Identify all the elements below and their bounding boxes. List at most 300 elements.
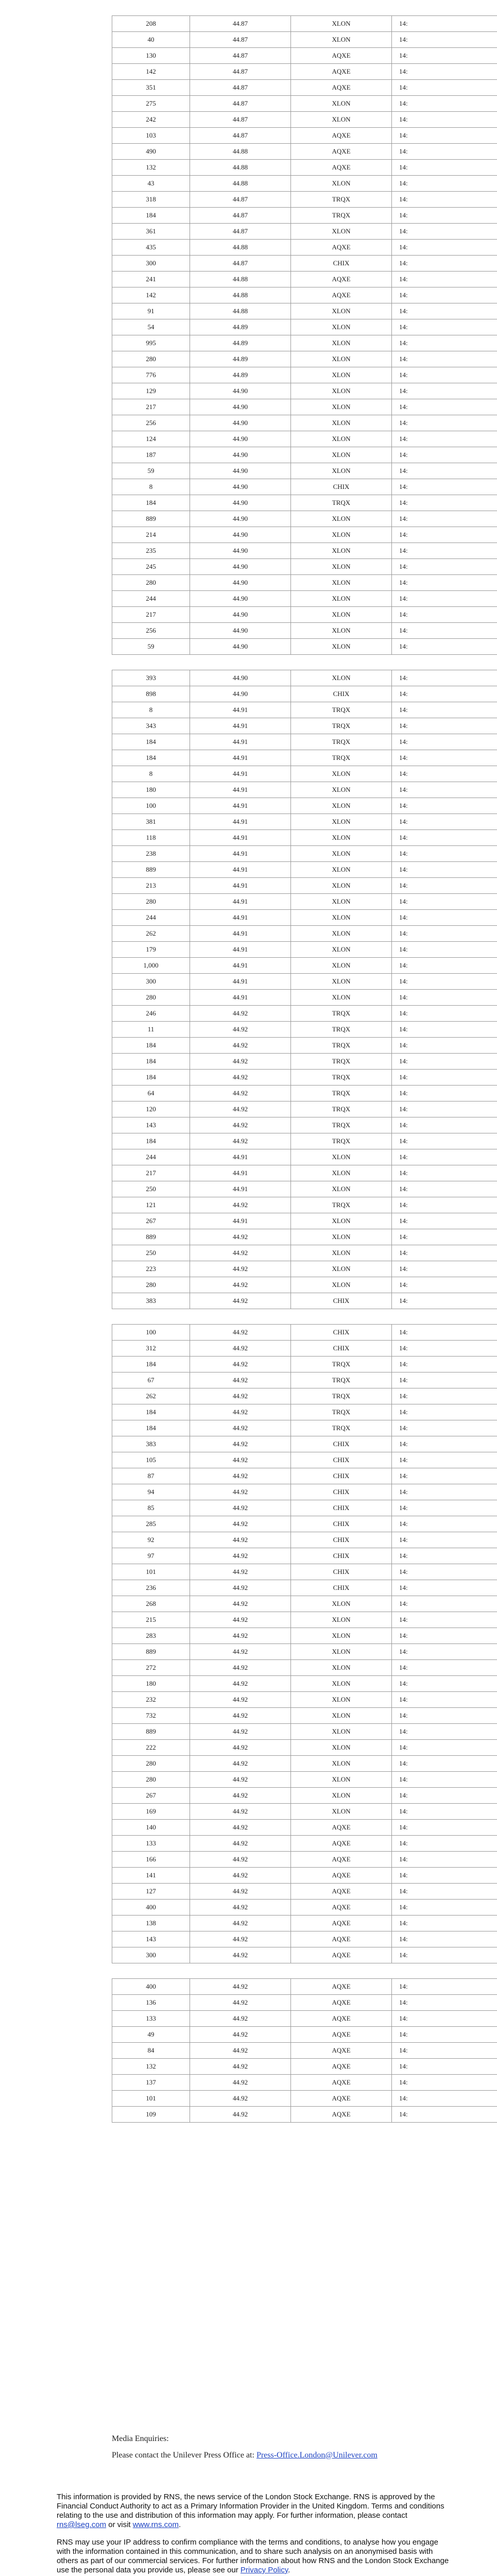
time-cell: 14: [392, 798, 497, 814]
volume-cell: 238 [112, 846, 190, 862]
volume-cell: 132 [112, 160, 190, 176]
table-row [112, 1548, 497, 1564]
price-cell: 44.92 [190, 1325, 291, 1341]
volume-cell: 343 [112, 718, 190, 734]
price-cell: 44.89 [190, 319, 291, 335]
time-cell: 14: [392, 2027, 497, 2043]
price-cell: 44.92 [190, 1277, 291, 1293]
venue-cell: TRQX [291, 1133, 392, 1149]
venue-cell: XLON [291, 846, 392, 862]
price-cell: 44.91 [190, 1181, 291, 1197]
price-cell: 44.90 [190, 399, 291, 415]
rns-paragraph-1 [57, 2493, 453, 2530]
venue-cell: AQXE [291, 2043, 392, 2059]
price-cell: 44.87 [190, 128, 291, 144]
price-cell: 44.92 [190, 2027, 291, 2043]
time-cell: 14: [392, 527, 497, 543]
price-cell: 44.90 [190, 670, 291, 686]
time-cell: 14: [392, 1372, 497, 1388]
rns-email-link[interactable]: rns@lseg.com [57, 2520, 107, 2529]
venue-cell: XLON [291, 1612, 392, 1628]
table-row [112, 367, 497, 383]
venue-cell: XLON [291, 431, 392, 447]
table-row [112, 1947, 497, 1963]
price-cell: 44.91 [190, 814, 291, 830]
price-cell: 44.91 [190, 702, 291, 718]
volume-cell: 236 [112, 1580, 190, 1596]
table-row [112, 670, 497, 686]
venue-cell: XLON [291, 351, 392, 367]
price-cell: 44.92 [190, 1900, 291, 1916]
table-row [112, 1054, 497, 1070]
price-cell: 44.88 [190, 160, 291, 176]
time-cell: 14: [392, 144, 497, 160]
time-cell: 14: [392, 734, 497, 750]
trades-table-2 [112, 670, 497, 1309]
volume-cell: 120 [112, 1101, 190, 1117]
volume-cell: 262 [112, 1388, 190, 1404]
time-cell: 14: [392, 1213, 497, 1229]
price-cell: 44.92 [190, 1500, 291, 1516]
venue-cell: XLON [291, 383, 392, 399]
venue-cell: TRQX [291, 1054, 392, 1070]
time-cell: 14: [392, 1995, 497, 2011]
trades-table-1 [112, 15, 497, 655]
table-row [112, 1197, 497, 1213]
table-row [112, 559, 497, 575]
time-cell: 14: [392, 894, 497, 910]
volume-cell: 268 [112, 1596, 190, 1612]
venue-cell: XLON [291, 782, 392, 798]
price-cell: 44.89 [190, 351, 291, 367]
price-cell: 44.92 [190, 1660, 291, 1676]
table-row [112, 399, 497, 415]
volume-cell: 100 [112, 798, 190, 814]
volume-cell: 85 [112, 1500, 190, 1516]
time-cell: 14: [392, 16, 497, 32]
venue-cell: CHIX [291, 1484, 392, 1500]
table-row [112, 1788, 497, 1804]
table-row [112, 1022, 497, 1038]
venue-cell: XLON [291, 942, 392, 958]
price-cell: 44.92 [190, 1420, 291, 1436]
price-cell: 44.91 [190, 942, 291, 958]
table-row [112, 1628, 497, 1644]
price-cell: 44.88 [190, 144, 291, 160]
venue-cell: XLON [291, 1165, 392, 1181]
volume-cell: 84 [112, 2043, 190, 2059]
volume-cell: 97 [112, 1548, 190, 1564]
time-cell: 14: [392, 1229, 497, 1245]
venue-cell: XLON [291, 623, 392, 639]
volume-cell: 184 [112, 1404, 190, 1420]
price-cell: 44.92 [190, 1341, 291, 1357]
venue-cell: CHIX [291, 1341, 392, 1357]
enquiries-line [112, 2447, 378, 2464]
volume-cell: 142 [112, 64, 190, 80]
price-cell: 44.90 [190, 415, 291, 431]
table-row [112, 1117, 497, 1133]
table-row [112, 990, 497, 1006]
price-cell: 44.90 [190, 623, 291, 639]
time-cell: 14: [392, 910, 497, 926]
time-cell: 14: [392, 1165, 497, 1181]
time-cell: 14: [392, 1772, 497, 1788]
volume-cell: 184 [112, 208, 190, 224]
price-cell: 44.90 [190, 639, 291, 655]
volume-cell: 91 [112, 303, 190, 319]
volume-cell: 130 [112, 48, 190, 64]
time-cell: 14: [392, 479, 497, 495]
volume-cell: 280 [112, 1772, 190, 1788]
venue-cell: TRQX [291, 1038, 392, 1054]
table-row [112, 192, 497, 208]
volume-cell: 101 [112, 1564, 190, 1580]
rns-text-1: This information is provided by RNS, the news service of the London Stock Exchange. RNS is approved by the Financial Conduct Authority to act as a Primary Information Provider in the United Kingdom. Terms and conditions relating to the use and distribution of this information may apply. For further information, please contact [57, 2493, 444, 2520]
price-cell: 44.87 [190, 32, 291, 48]
time-cell: 14: [392, 702, 497, 718]
venue-cell: XLON [291, 1213, 392, 1229]
table-row [112, 750, 497, 766]
volume-cell: 222 [112, 1740, 190, 1756]
venue-cell: AQXE [291, 1820, 392, 1836]
table-row [112, 144, 497, 160]
table-row [112, 415, 497, 431]
price-cell: 44.92 [190, 1740, 291, 1756]
rns-website-link[interactable]: www.rns.com [132, 2520, 179, 2529]
time-cell: 14: [392, 1341, 497, 1357]
rns-text-2b: . [288, 2566, 290, 2574]
table-row [112, 894, 497, 910]
time-cell: 14: [392, 1660, 497, 1676]
price-cell: 44.92 [190, 1820, 291, 1836]
price-cell: 44.92 [190, 1357, 291, 1372]
table-row [112, 1596, 497, 1612]
venue-cell: AQXE [291, 2091, 392, 2107]
venue-cell: AQXE [291, 1995, 392, 2011]
volume-cell: 1,000 [112, 958, 190, 974]
volume-cell: 92 [112, 1532, 190, 1548]
price-cell: 44.92 [190, 1931, 291, 1947]
time-cell: 14: [392, 176, 497, 192]
time-cell: 14: [392, 335, 497, 351]
price-cell: 44.91 [190, 974, 291, 990]
price-cell: 44.91 [190, 1149, 291, 1165]
trades-table-4 [112, 1978, 497, 2123]
price-cell: 44.92 [190, 1596, 291, 1612]
table-row [112, 1038, 497, 1054]
price-cell: 44.92 [190, 1261, 291, 1277]
time-cell: 14: [392, 303, 497, 319]
time-cell: 14: [392, 686, 497, 702]
venue-cell: XLON [291, 1708, 392, 1724]
volume-cell: 67 [112, 1372, 190, 1388]
price-cell: 44.92 [190, 1644, 291, 1660]
venue-cell: XLON [291, 1596, 392, 1612]
price-cell: 44.92 [190, 1884, 291, 1900]
price-cell: 44.91 [190, 1213, 291, 1229]
price-cell: 44.90 [190, 591, 291, 607]
venue-cell: XLON [291, 303, 392, 319]
trade-grid [112, 15, 497, 655]
volume-cell: 250 [112, 1181, 190, 1197]
table-row [112, 431, 497, 447]
price-cell: 44.88 [190, 287, 291, 303]
table-row [112, 1213, 497, 1229]
price-cell: 44.92 [190, 1995, 291, 2011]
venue-cell: XLON [291, 367, 392, 383]
price-cell: 44.92 [190, 1532, 291, 1548]
table-row [112, 1820, 497, 1836]
price-cell: 44.91 [190, 894, 291, 910]
table-row [112, 1676, 497, 1692]
table-row [112, 543, 497, 559]
venue-cell: XLON [291, 575, 392, 591]
table-row [112, 1229, 497, 1245]
time-cell: 14: [392, 1868, 497, 1884]
price-cell: 44.92 [190, 1852, 291, 1868]
table-row [112, 1101, 497, 1117]
venue-cell: AQXE [291, 2011, 392, 2027]
venue-cell: XLON [291, 591, 392, 607]
time-cell: 14: [392, 208, 497, 224]
price-cell: 44.91 [190, 798, 291, 814]
time-cell: 14: [392, 319, 497, 335]
table-row [112, 1580, 497, 1596]
venue-cell: XLON [291, 32, 392, 48]
venue-cell: AQXE [291, 1836, 392, 1852]
time-cell: 14: [392, 1468, 497, 1484]
venue-cell: XLON [291, 559, 392, 575]
volume-cell: 235 [112, 543, 190, 559]
table-row [112, 1740, 497, 1756]
volume-cell: 381 [112, 814, 190, 830]
volume-cell: 217 [112, 607, 190, 623]
table-row [112, 1995, 497, 2011]
price-cell: 44.92 [190, 1979, 291, 1995]
time-cell: 14: [392, 1293, 497, 1309]
volume-cell: 127 [112, 1884, 190, 1900]
table-row [112, 1884, 497, 1900]
volume-cell: 312 [112, 1341, 190, 1357]
venue-cell: AQXE [291, 272, 392, 287]
price-cell: 44.91 [190, 750, 291, 766]
price-cell: 44.92 [190, 1580, 291, 1596]
price-cell: 44.92 [190, 1804, 291, 1820]
venue-cell: CHIX [291, 1325, 392, 1341]
venue-cell: CHIX [291, 1452, 392, 1468]
venue-cell: XLON [291, 607, 392, 623]
volume-cell: 109 [112, 2107, 190, 2123]
time-cell: 14: [392, 2091, 497, 2107]
press-office-email-link[interactable]: Press-Office.London@Unilever.com [256, 2451, 378, 2460]
table-row [112, 2059, 497, 2075]
volume-cell: 272 [112, 1660, 190, 1676]
venue-cell: CHIX [291, 686, 392, 702]
time-cell: 14: [392, 415, 497, 431]
table-row [112, 830, 497, 846]
volume-cell: 245 [112, 559, 190, 575]
volume-cell: 184 [112, 1070, 190, 1086]
table-row [112, 607, 497, 623]
volume-cell: 133 [112, 1836, 190, 1852]
time-cell: 14: [392, 1500, 497, 1516]
time-cell: 14: [392, 272, 497, 287]
time-cell: 14: [392, 750, 497, 766]
price-cell: 44.91 [190, 926, 291, 942]
volume-cell: 11 [112, 1022, 190, 1038]
time-cell: 14: [392, 1245, 497, 1261]
venue-cell: XLON [291, 1788, 392, 1804]
price-cell: 44.92 [190, 1404, 291, 1420]
venue-cell: XLON [291, 1277, 392, 1293]
privacy-policy-link[interactable]: Privacy Policy [240, 2566, 288, 2574]
venue-cell: AQXE [291, 287, 392, 303]
time-cell: 14: [392, 1564, 497, 1580]
time-cell: 14: [392, 1516, 497, 1532]
table-row [112, 1708, 497, 1724]
time-cell: 14: [392, 1820, 497, 1836]
volume-cell: 285 [112, 1516, 190, 1532]
table-row [112, 1181, 497, 1197]
time-cell: 14: [392, 846, 497, 862]
price-cell: 44.92 [190, 1293, 291, 1309]
price-cell: 44.92 [190, 1197, 291, 1213]
price-cell: 44.92 [190, 1756, 291, 1772]
time-cell: 14: [392, 559, 497, 575]
media-enquiries [112, 2431, 378, 2464]
venue-cell: TRQX [291, 495, 392, 511]
table-row [112, 176, 497, 192]
table-row [112, 1836, 497, 1852]
venue-cell: AQXE [291, 160, 392, 176]
time-cell: 14: [392, 1916, 497, 1931]
venue-cell: XLON [291, 1628, 392, 1644]
price-cell: 44.92 [190, 1772, 291, 1788]
table-row [112, 1772, 497, 1788]
time-cell: 14: [392, 1724, 497, 1740]
price-cell: 44.87 [190, 64, 291, 80]
venue-cell: XLON [291, 830, 392, 846]
price-cell: 44.92 [190, 1468, 291, 1484]
volume-cell: 280 [112, 1756, 190, 1772]
venue-cell: AQXE [291, 64, 392, 80]
table-row [112, 1724, 497, 1740]
venue-cell: XLON [291, 798, 392, 814]
table-row [112, 128, 497, 144]
venue-cell: AQXE [291, 48, 392, 64]
venue-cell: AQXE [291, 1884, 392, 1900]
venue-cell: AQXE [291, 1916, 392, 1931]
table-row [112, 1341, 497, 1357]
price-cell: 44.91 [190, 862, 291, 878]
price-cell: 44.89 [190, 335, 291, 351]
rns-disclaimer [57, 2493, 453, 2576]
time-cell: 14: [392, 1261, 497, 1277]
volume-cell: 246 [112, 1006, 190, 1022]
volume-cell: 383 [112, 1436, 190, 1452]
trades-table-3 [112, 1324, 497, 1963]
time-cell: 14: [392, 1054, 497, 1070]
volume-cell: 179 [112, 942, 190, 958]
price-cell: 44.92 [190, 1628, 291, 1644]
time-cell: 14: [392, 1149, 497, 1165]
time-cell: 14: [392, 2059, 497, 2075]
time-cell: 14: [392, 1532, 497, 1548]
table-row [112, 639, 497, 655]
venue-cell: TRQX [291, 1101, 392, 1117]
venue-cell: XLON [291, 1245, 392, 1261]
time-cell: 14: [392, 1022, 497, 1038]
volume-cell: 64 [112, 1086, 190, 1101]
volume-cell: 275 [112, 96, 190, 112]
volume-cell: 87 [112, 1468, 190, 1484]
volume-cell: 59 [112, 639, 190, 655]
time-cell: 14: [392, 1197, 497, 1213]
venue-cell: XLON [291, 224, 392, 240]
volume-cell: 241 [112, 272, 190, 287]
price-cell: 44.91 [190, 878, 291, 894]
time-cell: 14: [392, 1852, 497, 1868]
volume-cell: 267 [112, 1213, 190, 1229]
venue-cell: XLON [291, 1676, 392, 1692]
time-cell: 14: [392, 2043, 497, 2059]
volume-cell: 94 [112, 1484, 190, 1500]
time-cell: 14: [392, 48, 497, 64]
table-row [112, 48, 497, 64]
time-cell: 14: [392, 670, 497, 686]
venue-cell: CHIX [291, 1532, 392, 1548]
venue-cell: AQXE [291, 1931, 392, 1947]
table-row [112, 224, 497, 240]
venue-cell: AQXE [291, 2107, 392, 2123]
time-cell: 14: [392, 367, 497, 383]
table-row [112, 1868, 497, 1884]
table-row [112, 1420, 497, 1436]
price-cell: 44.91 [190, 910, 291, 926]
volume-cell: 383 [112, 1293, 190, 1309]
volume-cell: 8 [112, 702, 190, 718]
table-row [112, 351, 497, 367]
table-row [112, 1261, 497, 1277]
time-cell: 14: [392, 990, 497, 1006]
venue-cell: CHIX [291, 256, 392, 272]
table-row [112, 1133, 497, 1149]
venue-cell: CHIX [291, 1516, 392, 1532]
table-row [112, 1404, 497, 1420]
time-cell: 14: [392, 2107, 497, 2123]
price-cell: 44.87 [190, 48, 291, 64]
volume-cell: 361 [112, 224, 190, 240]
table-row [112, 2011, 497, 2027]
table-row [112, 2027, 497, 2043]
table-row [112, 1006, 497, 1022]
time-cell: 14: [392, 240, 497, 256]
price-cell: 44.92 [190, 1724, 291, 1740]
price-cell: 44.92 [190, 1836, 291, 1852]
rns-text-1b: or visit [106, 2520, 133, 2529]
price-cell: 44.92 [190, 1022, 291, 1038]
table-row [112, 1692, 497, 1708]
price-cell: 44.91 [190, 1165, 291, 1181]
venue-cell: XLON [291, 1804, 392, 1820]
venue-cell: XLON [291, 112, 392, 128]
table-row [112, 64, 497, 80]
table-row [112, 2091, 497, 2107]
volume-cell: 136 [112, 1995, 190, 2011]
table-row [112, 591, 497, 607]
time-cell: 14: [392, 399, 497, 415]
